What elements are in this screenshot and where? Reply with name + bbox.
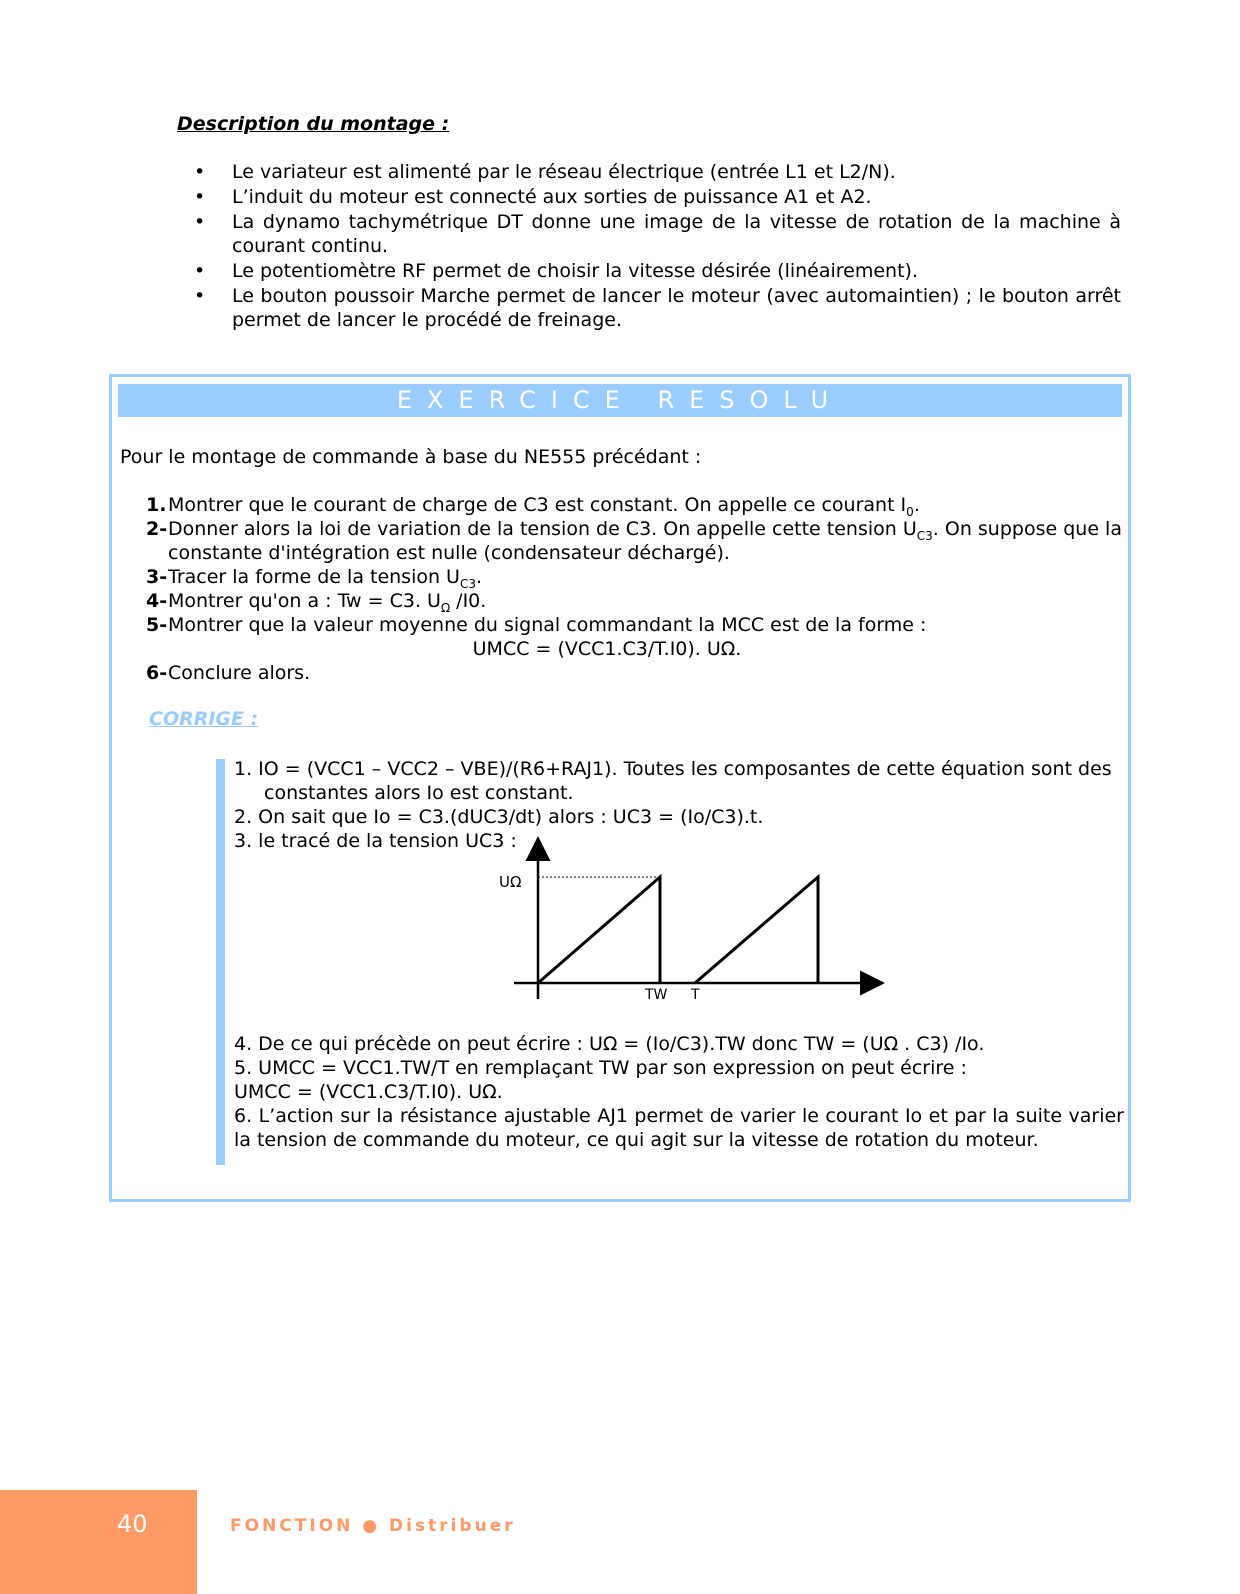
question-3: [146, 565, 1136, 589]
sawtooth-waveform-2: [695, 877, 818, 983]
question-text: Montrer que la valeur moyenne du signal commandant la MCC est de la forme :: [168, 614, 927, 636]
list-item: • Le variateur est alimenté par le réseau électrique (entrée L1 et L2/N).: [177, 160, 1121, 184]
answer-5: 5. UMCC = VCC1.TW/T en remplaçant TW par son expression on peut écrire :: [234, 1057, 967, 1079]
question-text-end: /I0.: [450, 590, 487, 612]
exercise-intro: Pour le montage de commande à base du NE555 précédant :: [120, 446, 702, 468]
question-text: Montrer qu'on a : Tw = C3. U: [168, 590, 441, 612]
question-text-end: . On suppose que la constante d'intégration est nulle (condensateur déchargé).: [168, 518, 1122, 564]
question-5: [146, 613, 1136, 661]
question-1: [146, 493, 1136, 517]
page-number-box: [0, 1490, 197, 1594]
question-text: Montrer que le courant de charge de C3 est constant. On appelle ce courant I: [168, 494, 907, 516]
section-title: Description du montage :: [177, 113, 450, 135]
question-number: 5-: [146, 614, 168, 636]
question-4: [146, 589, 1136, 613]
y-axis-label: UΩ: [499, 873, 522, 891]
question-text-end: .: [475, 566, 483, 588]
question-number: 2-: [146, 518, 168, 540]
sawtooth-waveform-1: [538, 877, 660, 983]
list-item: • Le potentiomètre RF permet de choisir la vitesse désirée (linéairement).: [177, 259, 1121, 283]
question-number: 6-: [146, 662, 168, 684]
answer-4: 4. De ce qui précède on peut écrire : UΩ = (Io/C3).TW donc TW = (UΩ . C3) /Io.: [234, 1033, 985, 1055]
question-number: 4-: [146, 590, 168, 612]
answer-6: 6. L’action sur la résistance ajustable AJ1 permet de varier le courant Io et par la suite varier la tension de commande du moteur, ce qui agit sur la vitesse de rotation du moteur.: [234, 1105, 1124, 1151]
corrige-sidebar: [216, 759, 225, 1165]
x-label-t: T: [691, 987, 700, 1003]
list-item: • Le bouton poussoir Marche permet de lancer le moteur (avec automaintien) ; le bouton arrêt permet de lancer le procédé de freinage.: [177, 284, 1121, 332]
question-text: Donner alors la loi de variation de la tension de C3. On appelle cette tension U: [168, 518, 917, 540]
subscript: 0: [906, 504, 914, 519]
question-6: [146, 661, 1136, 685]
subscript: Ω: [440, 600, 451, 615]
question-text-end: .: [913, 494, 920, 516]
answer-1-continued: constantes alors Io est constant.: [264, 782, 574, 804]
exercise-banner: EXERCICE RESOLU: [118, 384, 1122, 417]
x-label-tw: TW: [645, 987, 668, 1003]
question-list: [146, 493, 1136, 685]
exercise-box: [109, 374, 1131, 1202]
question-text: Tracer la forme de la tension U: [168, 566, 460, 588]
answer-1: 1. IO = (VCC1 – VCC2 – VBE)/(R6+RAJ1). Toutes les composantes de cette équation sont des: [234, 758, 1112, 780]
description-list: [177, 160, 1121, 333]
footer-chapter-label: FONCTION ● Distribuer: [230, 1516, 516, 1536]
answer-list-continued: [234, 1032, 1124, 1152]
subscript: C3: [916, 528, 933, 543]
answer-5-formula: UMCC = (VCC1.C3/T.I0). UΩ.: [234, 1081, 503, 1103]
question-number: 3-: [146, 566, 168, 588]
sawtooth-graph: [499, 837, 892, 1007]
question-2: [146, 517, 1136, 565]
answer-3: 3. le tracé de la tension UC3 :: [234, 830, 517, 852]
corrige-title: CORRIGE :: [149, 708, 259, 730]
question-text: Conclure alors.: [168, 662, 311, 684]
subscript: C3: [459, 576, 476, 591]
list-item: • L’induit du moteur est connecté aux sorties de puissance A1 et A2.: [177, 185, 1121, 209]
answer-2: 2. On sait que Io = C3.(dUC3/dt) alors : UC3 = (Io/C3).t.: [234, 806, 764, 828]
list-item: • La dynamo tachymétrique DT donne une image de la vitesse de rotation de la machine à courant continu.: [177, 210, 1121, 258]
page-number: 40: [117, 1510, 148, 1538]
formula: UMCC = (VCC1.C3/T.I0). UΩ.: [472, 638, 742, 660]
question-number: 1.: [146, 494, 167, 516]
